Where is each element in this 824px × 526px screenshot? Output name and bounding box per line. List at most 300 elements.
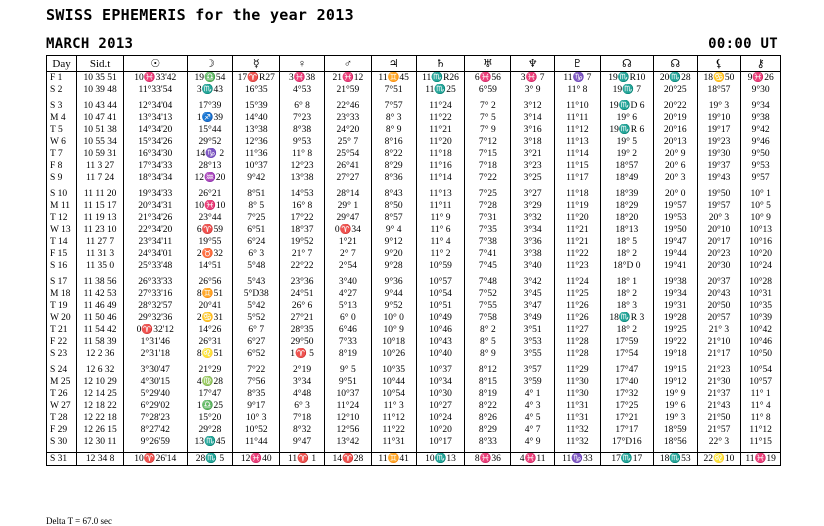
- table-cell: 19°34'33: [124, 188, 188, 200]
- table-cell: 5°42: [233, 300, 280, 312]
- table-cell: 21°29: [187, 364, 233, 376]
- table-cell: 11 58 39: [77, 336, 124, 348]
- table-cell: 11 31 3: [77, 248, 124, 260]
- table-cell: 7°33: [324, 336, 371, 348]
- table-cell: 12 30 11: [77, 436, 124, 448]
- day-cell: S 23: [47, 348, 77, 360]
- day-cell: T 21: [47, 324, 77, 336]
- table-row: [47, 348, 781, 360]
- table-cell: 22° 3: [697, 436, 741, 448]
- table-cell: 18°39: [600, 188, 653, 200]
- table-cell: 3°30'47: [124, 364, 188, 376]
- table-cell: 24°34'01: [124, 248, 188, 260]
- table-cell: 10°37: [416, 364, 465, 376]
- table-cell: 7° 2: [465, 100, 511, 112]
- table-cell: 20°19: [653, 112, 697, 124]
- table-cell: 9°52: [371, 300, 416, 312]
- table-cell: 6°24: [233, 236, 280, 248]
- table-cell: 7°38: [465, 236, 511, 248]
- table-cell: 6° 7: [233, 324, 280, 336]
- day-cell: W 13: [47, 224, 77, 236]
- table-cell: 29°50: [280, 336, 325, 348]
- table-cell: 3°38: [511, 248, 555, 260]
- table-cell: 19°41: [653, 260, 697, 272]
- table-cell: 10° 0: [371, 312, 416, 324]
- table-cell: 3°23: [511, 160, 555, 172]
- table-row: [47, 72, 781, 85]
- table-cell: 24°51: [280, 288, 325, 300]
- table-cell: 11 7 24: [77, 172, 124, 184]
- column-header: Day: [47, 56, 77, 72]
- table-cell: 11° 3: [371, 400, 416, 412]
- table-cell: 23°36: [280, 276, 325, 288]
- table-cell: 11° 8: [554, 84, 600, 96]
- table-cell: 7°57: [371, 100, 416, 112]
- table-cell: 1♈ 5: [280, 348, 325, 360]
- table-cell: 10 47 41: [77, 112, 124, 124]
- table-cell: 11°22: [416, 112, 465, 124]
- table-cell: 12♒20: [187, 172, 233, 184]
- table-cell: 10 55 34: [77, 136, 124, 148]
- table-cell: 3° 9: [511, 84, 555, 96]
- table-cell: 29°32'36: [124, 312, 188, 324]
- table-cell: 11°13: [554, 136, 600, 148]
- table-cell: 7°22: [233, 364, 280, 376]
- table-cell: 13°38: [233, 124, 280, 136]
- table-cell: 11°22: [554, 248, 600, 260]
- day-cell: T 28: [47, 412, 77, 424]
- column-header: ♀: [280, 56, 325, 72]
- table-cell: 6♈59: [187, 224, 233, 236]
- table-cell: 16°34'30: [124, 148, 188, 160]
- table-cell: 11° 8: [741, 412, 781, 424]
- table-cell: 7°18: [280, 412, 325, 424]
- table-cell: 9♓26: [741, 72, 781, 85]
- column-header: ⚸: [697, 56, 741, 72]
- table-cell: 10°52: [233, 424, 280, 436]
- table-cell: 10° 9: [371, 324, 416, 336]
- table-cell: 17°25: [600, 400, 653, 412]
- table-cell: 4° 9: [511, 436, 555, 448]
- table-cell: 5°52: [233, 312, 280, 324]
- column-header: ♅: [465, 56, 511, 72]
- table-cell: 21°30: [697, 376, 741, 388]
- table-cell: 18°49: [600, 172, 653, 184]
- table-cell: 11 38 56: [77, 276, 124, 288]
- day-cell: S 24: [47, 364, 77, 376]
- table-cell: 8°50: [371, 200, 416, 212]
- table-cell: 21°37: [697, 388, 741, 400]
- table-row: [47, 388, 781, 400]
- delta-t-note: Delta T = 67.0 sec: [46, 516, 112, 526]
- table-header-row: [47, 56, 781, 72]
- table-row: [47, 224, 781, 236]
- table-cell: 9°51: [324, 376, 371, 388]
- table-cell: 11 3 27: [77, 160, 124, 172]
- table-cell: 19°12: [653, 376, 697, 388]
- table-cell: 19°37: [697, 160, 741, 172]
- table-cell: 27°21: [280, 312, 325, 324]
- table-cell: 2♉32: [187, 248, 233, 260]
- table-cell: 20°30: [697, 260, 741, 272]
- table-cell: 8°19: [465, 388, 511, 400]
- table-cell: 9°20: [371, 248, 416, 260]
- table-row: [47, 172, 781, 184]
- table-cell: 12 14 25: [77, 388, 124, 400]
- table-cell: 2°54: [324, 260, 371, 272]
- table-cell: 3°53: [511, 336, 555, 348]
- table-row: [47, 400, 781, 412]
- table-cell: 28♏ 5: [187, 453, 233, 466]
- table-cell: 8°12: [465, 364, 511, 376]
- table-cell: 25° 7: [324, 136, 371, 148]
- table-cell: 20°25: [653, 84, 697, 96]
- table-cell: 7°28: [465, 200, 511, 212]
- table-cell: 10°20: [741, 248, 781, 260]
- table-cell: 11° 4: [416, 236, 465, 248]
- table-cell: 26°31: [187, 336, 233, 348]
- table-cell: 11°32: [554, 424, 600, 436]
- table-cell: 29°28: [187, 424, 233, 436]
- table-cell: 3°27: [511, 188, 555, 200]
- table-cell: 9°47: [280, 436, 325, 448]
- table-cell: 19°50: [653, 224, 697, 236]
- table-cell: 11° 1: [741, 388, 781, 400]
- day-cell: W 6: [47, 136, 77, 148]
- table-cell: 8°19: [324, 348, 371, 360]
- table-cell: 10°18: [371, 336, 416, 348]
- table-cell: 9°53: [741, 160, 781, 172]
- table-cell: 10 43 44: [77, 100, 124, 112]
- table-cell: 27°27: [324, 172, 371, 184]
- table-cell: 11°28: [554, 348, 600, 360]
- table-cell: 18°29: [600, 200, 653, 212]
- table-cell: 18° 1: [600, 276, 653, 288]
- table-cell: 11°10: [554, 100, 600, 112]
- table-cell: 4♓11: [511, 453, 555, 466]
- month-label: MARCH 2013: [46, 36, 134, 52]
- ephemeris-title: SWISS EPHEMERIS for the year 2013: [46, 6, 354, 24]
- table-cell: 17°39: [187, 100, 233, 112]
- table-cell: 7°25: [465, 188, 511, 200]
- table-cell: 15°39: [233, 100, 280, 112]
- table-cell: 10°27: [416, 400, 465, 412]
- table-cell: 3°25: [511, 172, 555, 184]
- table-cell: 5°D38: [233, 288, 280, 300]
- table-cell: 12°34'04: [124, 100, 188, 112]
- day-cell: M 4: [47, 112, 77, 124]
- table-cell: 11° 8: [280, 148, 325, 160]
- table-cell: 18° 2: [600, 288, 653, 300]
- table-cell: 7°28'23: [124, 412, 188, 424]
- ephemeris-table: [46, 55, 781, 466]
- table-cell: 6°29'02: [124, 400, 188, 412]
- table-cell: 4°27: [324, 288, 371, 300]
- table-cell: 11°15: [554, 160, 600, 172]
- day-cell: S 16: [47, 260, 77, 272]
- table-cell: 3°40: [511, 260, 555, 272]
- column-header: ☿: [233, 56, 280, 72]
- table-cell: 19° 9: [653, 388, 697, 400]
- table-cell: 26°33'33: [124, 276, 188, 288]
- table-cell: 3°51: [511, 324, 555, 336]
- table-cell: 10°49: [416, 312, 465, 324]
- column-header: ♂: [324, 56, 371, 72]
- table-cell: 3°45: [511, 288, 555, 300]
- table-cell: 3°32: [511, 212, 555, 224]
- table-cell: 17♈R27: [233, 72, 280, 85]
- table-cell: 26°41: [324, 160, 371, 172]
- day-cell: M 11: [47, 200, 77, 212]
- table-cell: 20°41: [187, 300, 233, 312]
- table-cell: 19°23: [697, 136, 741, 148]
- table-cell: 11 54 42: [77, 324, 124, 336]
- day-cell: T 14: [47, 236, 77, 248]
- table-cell: 14°26: [187, 324, 233, 336]
- table-cell: 20°57: [697, 312, 741, 324]
- table-cell: 4° 7: [511, 424, 555, 436]
- table-cell: 8°33: [465, 436, 511, 448]
- table-cell: 6°27: [233, 336, 280, 348]
- table-cell: 7°35: [465, 224, 511, 236]
- table-cell: 17°22: [280, 212, 325, 224]
- table-cell: 10°46: [416, 324, 465, 336]
- table-cell: 19° 3: [697, 100, 741, 112]
- table-row: [47, 148, 781, 160]
- table-cell: 11♏R26: [416, 72, 465, 85]
- table-cell: 11°14: [554, 148, 600, 160]
- table-cell: 15°44: [187, 124, 233, 136]
- table-cell: 10 39 48: [77, 84, 124, 96]
- table-cell: 10°39: [741, 312, 781, 324]
- table-cell: 17♏17: [600, 453, 653, 466]
- table-cell: 21°43: [697, 400, 741, 412]
- table-cell: 19♏R10: [600, 72, 653, 85]
- table-cell: 17°34'33: [124, 160, 188, 172]
- table-row: [47, 376, 781, 388]
- table-cell: 9°36: [371, 276, 416, 288]
- table-cell: 3°59: [511, 376, 555, 388]
- table-cell: 4♍28: [187, 376, 233, 388]
- table-row: [47, 84, 781, 96]
- day-cell: S 10: [47, 188, 77, 200]
- day-cell: S 2: [47, 84, 77, 96]
- table-cell: 9°26'59: [124, 436, 188, 448]
- table-cell: 3°12: [511, 100, 555, 112]
- table-cell: 21°23: [697, 364, 741, 376]
- table-cell: 8° 9: [465, 348, 511, 360]
- day-cell: W 20: [47, 312, 77, 324]
- table-cell: 10°30: [416, 388, 465, 400]
- table-cell: 17°21: [600, 412, 653, 424]
- table-cell: 11°29: [554, 364, 600, 376]
- table-cell: 20° 0: [653, 188, 697, 200]
- table-cell: 11♓19: [741, 453, 781, 466]
- table-cell: 7°45: [465, 260, 511, 272]
- table-cell: 20° 3: [697, 212, 741, 224]
- table-cell: 2°31'18: [124, 348, 188, 360]
- table-cell: 7° 9: [465, 124, 511, 136]
- table-cell: 7°12: [465, 136, 511, 148]
- table-cell: 15°20: [187, 412, 233, 424]
- day-cell: F 8: [47, 160, 77, 172]
- table-cell: 28°32'57: [124, 300, 188, 312]
- table-cell: 20° 3: [653, 172, 697, 184]
- table-cell: 10°24: [416, 412, 465, 424]
- table-cell: 10°34: [416, 376, 465, 388]
- table-cell: 3°49: [511, 312, 555, 324]
- table-cell: 12 34 8: [77, 453, 124, 466]
- table-row: [47, 424, 781, 436]
- column-header: ☊: [600, 56, 653, 72]
- table-cell: 18°34'34: [124, 172, 188, 184]
- table-cell: 3°57: [511, 364, 555, 376]
- table-cell: 9°46: [741, 136, 781, 148]
- table-cell: 18°57: [697, 84, 741, 96]
- table-cell: 7°58: [465, 312, 511, 324]
- table-cell: 3°29: [511, 200, 555, 212]
- table-cell: 9°30: [741, 84, 781, 96]
- table-cell: 23°44: [187, 212, 233, 224]
- table-cell: 17°17: [600, 424, 653, 436]
- table-cell: 26° 6: [280, 300, 325, 312]
- table-cell: 2♋31: [187, 312, 233, 324]
- table-cell: 3♓ 7: [511, 72, 555, 85]
- table-cell: 11 11 20: [77, 188, 124, 200]
- table-row: [47, 200, 781, 212]
- table-cell: 19♏D 6: [600, 100, 653, 112]
- table-cell: 28°35: [280, 324, 325, 336]
- table-cell: 20°23: [697, 248, 741, 260]
- table-cell: 11°32: [554, 436, 600, 448]
- table-cell: 10♓10: [187, 200, 233, 212]
- table-cell: 19°43: [697, 172, 741, 184]
- table-cell: 7°18: [465, 160, 511, 172]
- table-cell: 13°34'13: [124, 112, 188, 124]
- table-cell: 11°18: [554, 188, 600, 200]
- table-cell: 11°25: [554, 288, 600, 300]
- table-cell: 17°54: [600, 348, 653, 360]
- table-cell: 24°20: [324, 124, 371, 136]
- table-cell: 20♏28: [653, 72, 697, 85]
- table-cell: 11° 4: [741, 400, 781, 412]
- table-cell: 28°13: [187, 160, 233, 172]
- table-cell: 5°29'40: [124, 388, 188, 400]
- table-cell: 21° 7: [280, 248, 325, 260]
- table-cell: 8° 3: [371, 112, 416, 124]
- column-header: ⚷: [741, 56, 781, 72]
- table-cell: 11°27: [554, 324, 600, 336]
- table-cell: 12°36: [233, 136, 280, 148]
- table-cell: 10°24: [741, 260, 781, 272]
- table-cell: 8°38: [280, 124, 325, 136]
- table-cell: 2°19: [280, 364, 325, 376]
- table-cell: 11♑ 7: [554, 72, 600, 85]
- table-cell: 8°36: [371, 172, 416, 184]
- table-cell: 11°24: [554, 276, 600, 288]
- table-cell: 12 26 15: [77, 424, 124, 436]
- table-cell: 9°44: [371, 288, 416, 300]
- table-cell: 10°51: [416, 300, 465, 312]
- table-cell: 6°52: [233, 348, 280, 360]
- table-cell: 11°31: [554, 412, 600, 424]
- day-cell: M 25: [47, 376, 77, 388]
- table-cell: 7°51: [371, 84, 416, 96]
- table-cell: 17°40: [600, 376, 653, 388]
- table-cell: 10°17: [416, 436, 465, 448]
- table-cell: 18♋50: [697, 72, 741, 85]
- table-cell: 20° 9: [653, 148, 697, 160]
- table-cell: 22°46: [324, 100, 371, 112]
- table-cell: 25°54: [324, 148, 371, 160]
- time-label: 00:00 UT: [708, 36, 778, 52]
- column-header: ♄: [416, 56, 465, 72]
- table-cell: 11°21: [554, 224, 600, 236]
- table-cell: 19°15: [653, 364, 697, 376]
- table-row: [47, 364, 781, 376]
- table-row: [47, 453, 781, 466]
- table-cell: 8° 9: [371, 124, 416, 136]
- day-cell: F 1: [47, 72, 77, 85]
- table-cell: 10°59: [416, 260, 465, 272]
- table-cell: 8°32: [280, 424, 325, 436]
- table-cell: 10°28: [741, 276, 781, 288]
- column-header: Sid.t: [77, 56, 124, 72]
- table-cell: 7°52: [465, 288, 511, 300]
- table-cell: 11♏25: [416, 84, 465, 96]
- table-cell: 10°37: [324, 388, 371, 400]
- table-cell: 3°16: [511, 124, 555, 136]
- table-row: [47, 248, 781, 260]
- table-row: [47, 288, 781, 300]
- table-cell: 11°44: [233, 436, 280, 448]
- table-cell: 7°31: [465, 212, 511, 224]
- table-cell: 11°11: [416, 200, 465, 212]
- table-cell: 10°54: [371, 388, 416, 400]
- table-cell: 8♌51: [187, 348, 233, 360]
- table-cell: 12 10 29: [77, 376, 124, 388]
- table-cell: 20°34'31: [124, 200, 188, 212]
- table-cell: 19°30: [697, 148, 741, 160]
- table-cell: 18°57: [600, 160, 653, 172]
- table-cell: 12 2 36: [77, 348, 124, 360]
- table-cell: 18°37: [280, 224, 325, 236]
- table-row: [47, 412, 781, 424]
- table-cell: 19°55: [187, 236, 233, 248]
- table-cell: 17°32: [600, 388, 653, 400]
- table-cell: 3°42: [511, 276, 555, 288]
- table-cell: 11°24: [324, 400, 371, 412]
- table-cell: 10 35 51: [77, 72, 124, 85]
- table-cell: 21°10: [697, 336, 741, 348]
- table-cell: 10°44: [371, 376, 416, 388]
- table-cell: 6°51: [233, 224, 280, 236]
- table-cell: 11°31: [371, 436, 416, 448]
- table-cell: 9°28: [371, 260, 416, 272]
- table-cell: 8° 2: [465, 324, 511, 336]
- table-cell: 7°25: [233, 212, 280, 224]
- table-cell: 8♊51: [187, 288, 233, 300]
- table-cell: 11°23: [554, 260, 600, 272]
- table-cell: 5°13: [324, 300, 371, 312]
- table-cell: 20°10: [697, 224, 741, 236]
- table-cell: 3°47: [511, 300, 555, 312]
- table-cell: 19°28: [653, 312, 697, 324]
- table-cell: 21♓12: [324, 72, 371, 85]
- table-cell: 3°36: [511, 236, 555, 248]
- table-cell: 19°47: [653, 236, 697, 248]
- table-row: [47, 260, 781, 272]
